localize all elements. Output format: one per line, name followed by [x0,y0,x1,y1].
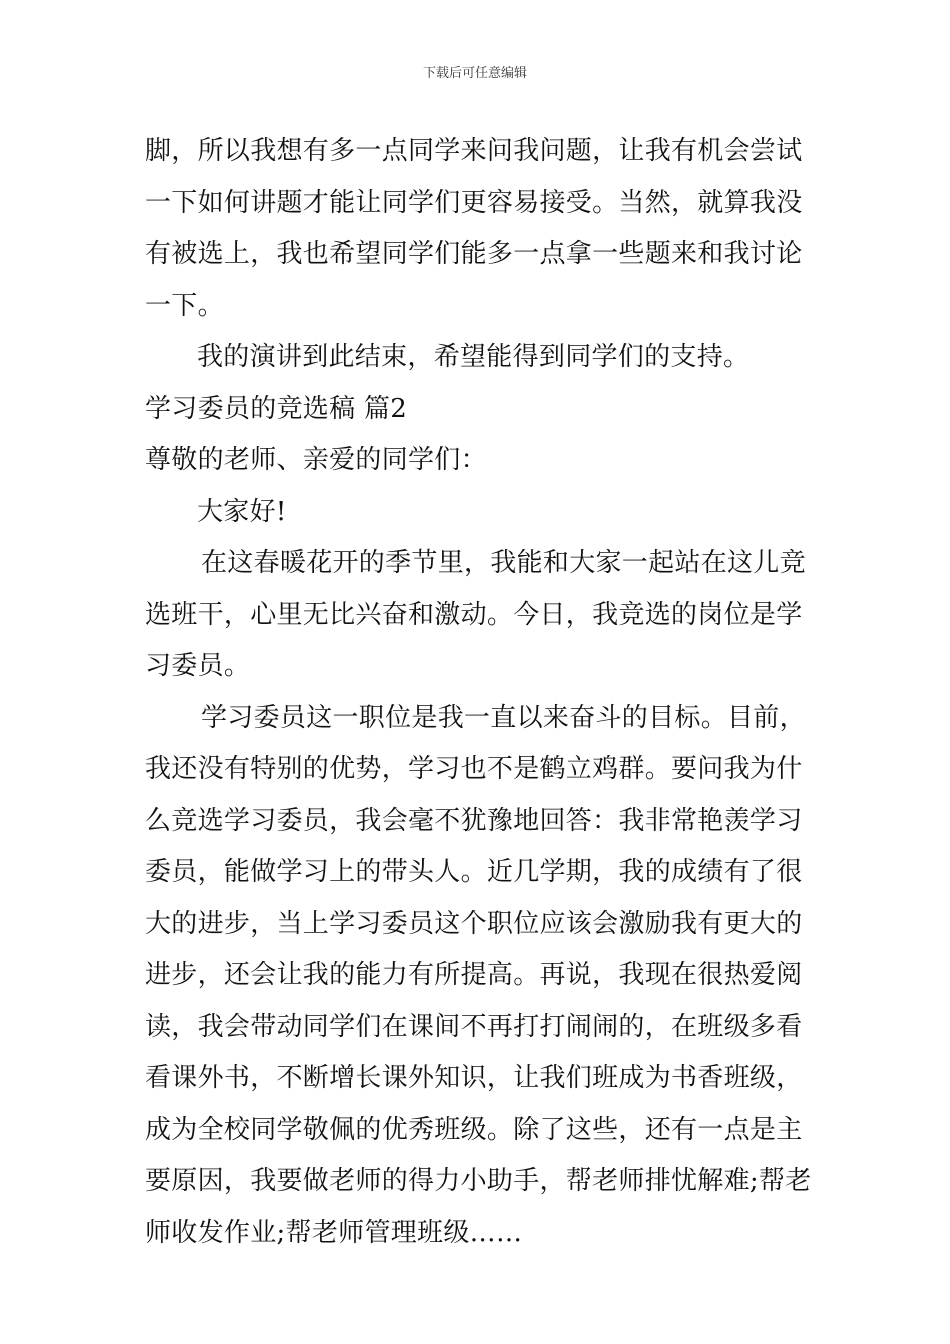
text-line: 在这春暖花开的季节里，我能和大家一起站在这儿竞 [201,548,806,578]
text-line: 师收发作业;帮老师管理班级…… [145,1217,523,1248]
salutation: 尊敬的老师、亲爱的同学们： [145,445,487,475]
text-line: 习委员。 [145,651,251,681]
text-line: 学习委员这一职位是我一直以来奋斗的目标。目前， [201,702,806,733]
text-line: 一下如何讲题才能让同学们更容易接受。当然，就算我没 [145,187,803,218]
text-line: 大的进步，当上学习委员这个职位应该会激励我有更大的 [145,908,803,939]
text-line: 委员，能做学习上的带头人。近几学期，我的成绩有了很 [145,857,803,887]
text-line: 成为全校同学敬佩的优秀班级。除了这些，还有一点是主 [145,1114,803,1145]
text-line: 一下。 [145,290,224,321]
closing-paragraph: 我的演讲到此结束，希望能得到同学们的支持。 [197,342,750,372]
text-line: 么竞选学习委员，我会毫不犹豫地回答：我非常艳羡学习 [145,805,803,836]
text-line: 有被选上，我也希望同学们能多一点拿一些题来和我讨论 [145,239,803,269]
section-title: 学习委员的竞选稿 篇2 [145,393,408,424]
page-header: 下载后可任意编辑 [422,66,527,81]
text-line: 要原因，我要做老师的得力小助手，帮老师排忧解难;帮老 [145,1166,812,1196]
text-line: 选班干，心里无比兴奋和激动。今日，我竞选的岗位是学 [145,599,803,630]
text-line: 进步，还会让我的能力有所提高。再说，我现在很热爱阅 [145,960,803,990]
text-line: 我还没有特别的优势，学习也不是鹤立鸡群。要问我为什 [145,754,803,784]
text-line: 看课外书，不断增长课外知识，让我们班成为书香班级， [145,1063,803,1093]
document-body [145,126,810,1259]
greeting: 大家好! [197,496,287,527]
text-line: 脚，所以我想有多一点同学来问我问题，让我有机会尝试 [145,136,803,166]
text-line: 读，我会带动同学们在课间不再打打闹闹的，在班级多看 [145,1011,803,1042]
